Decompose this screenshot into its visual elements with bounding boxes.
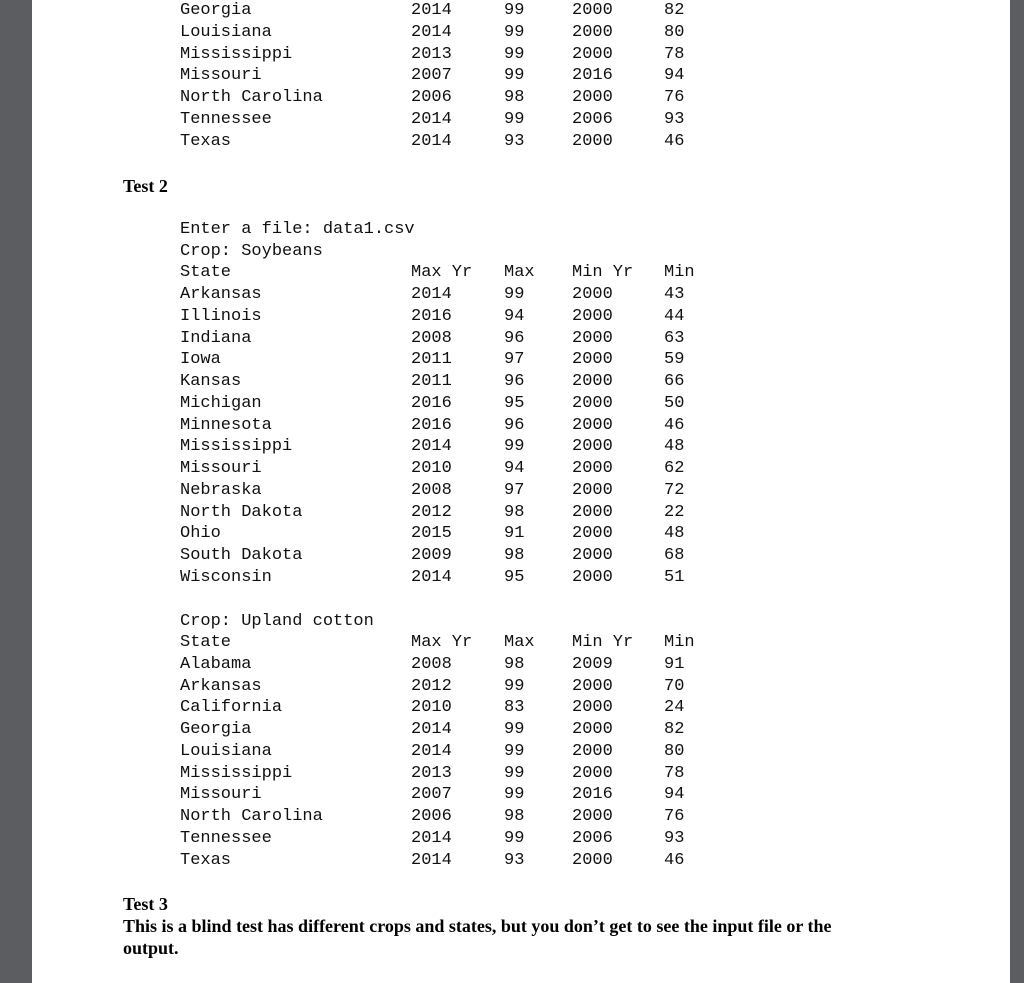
max-year-cell: 2014 [411, 742, 452, 761]
table-row [180, 371, 685, 392]
max-year-cell: 2010 [411, 698, 452, 717]
min-cell: 68 [664, 546, 685, 565]
max-year-cell: 2014 [411, 1, 452, 20]
table-row [180, 393, 685, 414]
max-cell: 99 [504, 1, 525, 20]
table-row [180, 0, 685, 21]
table-row [180, 806, 685, 827]
max-year-cell: 2016 [411, 307, 452, 326]
state-cell: Illinois [180, 307, 262, 326]
state-cell: Ohio [180, 524, 221, 543]
table-row [180, 87, 685, 108]
min-year-cell: 2000 [572, 372, 613, 391]
max-year-cell: 2008 [411, 655, 452, 674]
state-cell: North Carolina [180, 807, 323, 826]
max-year-cell: 2011 [411, 372, 452, 391]
min-year-cell: 2000 [572, 698, 613, 717]
max-cell: 99 [504, 110, 525, 129]
state-cell: California [180, 698, 283, 717]
min-year-cell: 2000 [572, 481, 613, 500]
crop-label-soybeans: Crop: Soybeans [180, 242, 323, 261]
min-year-cell: 2000 [572, 1, 613, 20]
max-cell: 99 [504, 285, 525, 304]
min-cell: 76 [664, 807, 685, 826]
state-cell: Missouri [180, 785, 262, 804]
max-year-cell: 2016 [411, 416, 452, 435]
max-cell: 83 [504, 698, 525, 717]
table-row [180, 545, 685, 566]
min-cell: 63 [664, 329, 685, 348]
table-row [180, 719, 685, 740]
max-year-cell: 2014 [411, 23, 452, 42]
state-cell: Kansas [180, 372, 242, 391]
table-row [180, 22, 685, 43]
state-cell: Iowa [180, 350, 221, 369]
table-row [180, 284, 685, 305]
table-row [180, 697, 685, 718]
min-cell: 80 [664, 742, 685, 761]
max-cell: 99 [504, 742, 525, 761]
test3-description-line1: This is a blind test has different crops and states, but you don’t get to see the input file or the [123, 916, 832, 936]
min-year-cell: 2000 [572, 437, 613, 456]
min-year-cell: 2000 [572, 88, 613, 107]
min-cell: 93 [664, 110, 685, 129]
table-row [180, 480, 685, 501]
min-year-cell: 2000 [572, 459, 613, 478]
max-cell: 99 [504, 829, 525, 848]
max-year-cell: 2008 [411, 481, 452, 500]
min-cell: 72 [664, 481, 685, 500]
max-year-cell: 2010 [411, 459, 452, 478]
max-year-cell: 2014 [411, 437, 452, 456]
table-row [180, 415, 685, 436]
state-cell: Alabama [180, 655, 252, 674]
min-cell: 59 [664, 350, 685, 369]
max-year-header: Max Yr [411, 633, 473, 652]
max-cell: 98 [504, 88, 525, 107]
state-cell: Georgia [180, 720, 252, 739]
max-year-cell: 2016 [411, 394, 452, 413]
max-cell: 96 [504, 329, 525, 348]
crop-label-cotton: Crop: Upland cotton [180, 612, 374, 631]
min-year-cell: 2000 [572, 764, 613, 783]
state-cell: South Dakota [180, 546, 303, 565]
max-cell: 91 [504, 524, 525, 543]
max-header: Max [504, 263, 535, 282]
min-year-cell: 2000 [572, 851, 613, 870]
min-year-cell: 2000 [572, 132, 613, 151]
table-row [180, 328, 685, 349]
max-cell: 97 [504, 350, 525, 369]
state-cell: Louisiana [180, 742, 272, 761]
max-cell: 98 [504, 546, 525, 565]
min-year-cell: 2016 [572, 66, 613, 85]
max-year-cell: 2014 [411, 568, 452, 587]
max-year-cell: 2009 [411, 546, 452, 565]
min-cell: 43 [664, 285, 685, 304]
table-header-row [180, 262, 695, 283]
min-cell: 24 [664, 698, 685, 717]
test3-heading: Test 3 [123, 894, 168, 914]
test2-heading: Test 2 [123, 176, 168, 196]
min-cell: 76 [664, 88, 685, 107]
min-cell: 94 [664, 66, 685, 85]
max-cell: 93 [504, 132, 525, 151]
min-cell: 78 [664, 45, 685, 64]
table-row [180, 349, 685, 370]
max-cell: 99 [504, 45, 525, 64]
max-cell: 98 [504, 503, 525, 522]
table-row [180, 306, 685, 327]
state-cell: Indiana [180, 329, 252, 348]
max-cell: 99 [504, 66, 525, 85]
state-cell: Minnesota [180, 416, 272, 435]
min-cell: 82 [664, 720, 685, 739]
table-row [180, 850, 685, 871]
state-header: State [180, 633, 232, 652]
max-cell: 99 [504, 23, 525, 42]
min-year-cell: 2000 [572, 350, 613, 369]
min-header: Min [664, 263, 695, 282]
max-cell: 99 [504, 677, 525, 696]
max-cell: 98 [504, 807, 525, 826]
table-row [180, 741, 685, 762]
table-row [180, 828, 685, 849]
state-cell: Arkansas [180, 285, 262, 304]
state-cell: Tennessee [180, 829, 272, 848]
max-year-cell: 2007 [411, 66, 452, 85]
min-cell: 46 [664, 851, 685, 870]
max-cell: 93 [504, 851, 525, 870]
min-year-cell: 2000 [572, 568, 613, 587]
min-cell: 93 [664, 829, 685, 848]
min-header: Min [664, 633, 695, 652]
max-year-cell: 2006 [411, 807, 452, 826]
table-row [180, 131, 685, 152]
state-cell: Mississippi [180, 437, 293, 456]
state-cell: Mississippi [180, 764, 293, 783]
max-year-cell: 2015 [411, 524, 452, 543]
max-cell: 99 [504, 764, 525, 783]
state-cell: Texas [180, 132, 232, 151]
max-cell: 99 [504, 785, 525, 804]
file-prompt: Enter a file: data1.csv [180, 220, 415, 239]
min-year-cell: 2000 [572, 742, 613, 761]
min-year-cell: 2000 [572, 524, 613, 543]
max-cell: 99 [504, 720, 525, 739]
min-cell: 78 [664, 764, 685, 783]
min-cell: 80 [664, 23, 685, 42]
min-year-cell: 2000 [572, 416, 613, 435]
table-row [180, 44, 685, 65]
min-cell: 46 [664, 416, 685, 435]
min-cell: 70 [664, 677, 685, 696]
max-cell: 98 [504, 655, 525, 674]
state-cell: Arkansas [180, 677, 262, 696]
table-row [180, 784, 685, 805]
min-cell: 44 [664, 307, 685, 326]
max-cell: 97 [504, 481, 525, 500]
table-row [180, 458, 685, 479]
test3-description-line2: output. [123, 938, 179, 958]
min-cell: 22 [664, 503, 685, 522]
max-cell: 95 [504, 394, 525, 413]
state-cell: Wisconsin [180, 568, 272, 587]
table-row [180, 763, 685, 784]
max-year-header: Max Yr [411, 263, 473, 282]
max-year-cell: 2014 [411, 851, 452, 870]
min-year-cell: 2000 [572, 677, 613, 696]
table-row [180, 65, 685, 86]
min-cell: 48 [664, 437, 685, 456]
min-cell: 50 [664, 394, 685, 413]
min-cell: 66 [664, 372, 685, 391]
state-cell: North Dakota [180, 503, 303, 522]
max-cell: 96 [504, 372, 525, 391]
state-cell: Louisiana [180, 23, 272, 42]
document-page [32, 0, 1010, 983]
max-year-cell: 2014 [411, 829, 452, 848]
table-row [180, 502, 685, 523]
table-row [180, 654, 685, 675]
state-cell: Tennessee [180, 110, 272, 129]
min-year-cell: 2000 [572, 23, 613, 42]
state-cell: Texas [180, 851, 232, 870]
max-year-cell: 2014 [411, 132, 452, 151]
state-cell: Missouri [180, 66, 262, 85]
max-year-cell: 2006 [411, 88, 452, 107]
max-year-cell: 2012 [411, 503, 452, 522]
min-year-cell: 2016 [572, 785, 613, 804]
min-year-cell: 2000 [572, 285, 613, 304]
min-year-cell: 2000 [572, 329, 613, 348]
max-cell: 94 [504, 459, 525, 478]
max-header: Max [504, 633, 535, 652]
min-year-header: Min Yr [572, 633, 634, 652]
min-year-cell: 2006 [572, 829, 613, 848]
min-year-cell: 2000 [572, 720, 613, 739]
state-cell: Georgia [180, 1, 252, 20]
min-year-cell: 2006 [572, 110, 613, 129]
state-cell: Mississippi [180, 45, 293, 64]
max-year-cell: 2007 [411, 785, 452, 804]
max-year-cell: 2013 [411, 45, 452, 64]
max-cell: 96 [504, 416, 525, 435]
min-cell: 48 [664, 524, 685, 543]
max-cell: 94 [504, 307, 525, 326]
table-row [180, 567, 685, 588]
min-cell: 94 [664, 785, 685, 804]
max-year-cell: 2011 [411, 350, 452, 369]
max-year-cell: 2014 [411, 285, 452, 304]
table-row [180, 109, 685, 130]
min-year-header: Min Yr [572, 263, 634, 282]
state-header: State [180, 263, 232, 282]
min-year-cell: 2000 [572, 807, 613, 826]
table-row [180, 676, 685, 697]
min-year-cell: 2000 [572, 546, 613, 565]
state-cell: Michigan [180, 394, 262, 413]
state-cell: North Carolina [180, 88, 323, 107]
max-cell: 95 [504, 568, 525, 587]
state-cell: Nebraska [180, 481, 262, 500]
table-row [180, 523, 685, 544]
min-cell: 91 [664, 655, 685, 674]
min-year-cell: 2009 [572, 655, 613, 674]
max-cell: 99 [504, 437, 525, 456]
max-year-cell: 2014 [411, 110, 452, 129]
min-cell: 82 [664, 1, 685, 20]
min-year-cell: 2000 [572, 45, 613, 64]
min-cell: 62 [664, 459, 685, 478]
min-year-cell: 2000 [572, 394, 613, 413]
max-year-cell: 2012 [411, 677, 452, 696]
min-cell: 51 [664, 568, 685, 587]
min-year-cell: 2000 [572, 307, 613, 326]
table-row [180, 436, 685, 457]
state-cell: Missouri [180, 459, 262, 478]
max-year-cell: 2013 [411, 764, 452, 783]
max-year-cell: 2014 [411, 720, 452, 739]
min-year-cell: 2000 [572, 503, 613, 522]
min-cell: 46 [664, 132, 685, 151]
table-header-row [180, 632, 695, 653]
max-year-cell: 2008 [411, 329, 452, 348]
